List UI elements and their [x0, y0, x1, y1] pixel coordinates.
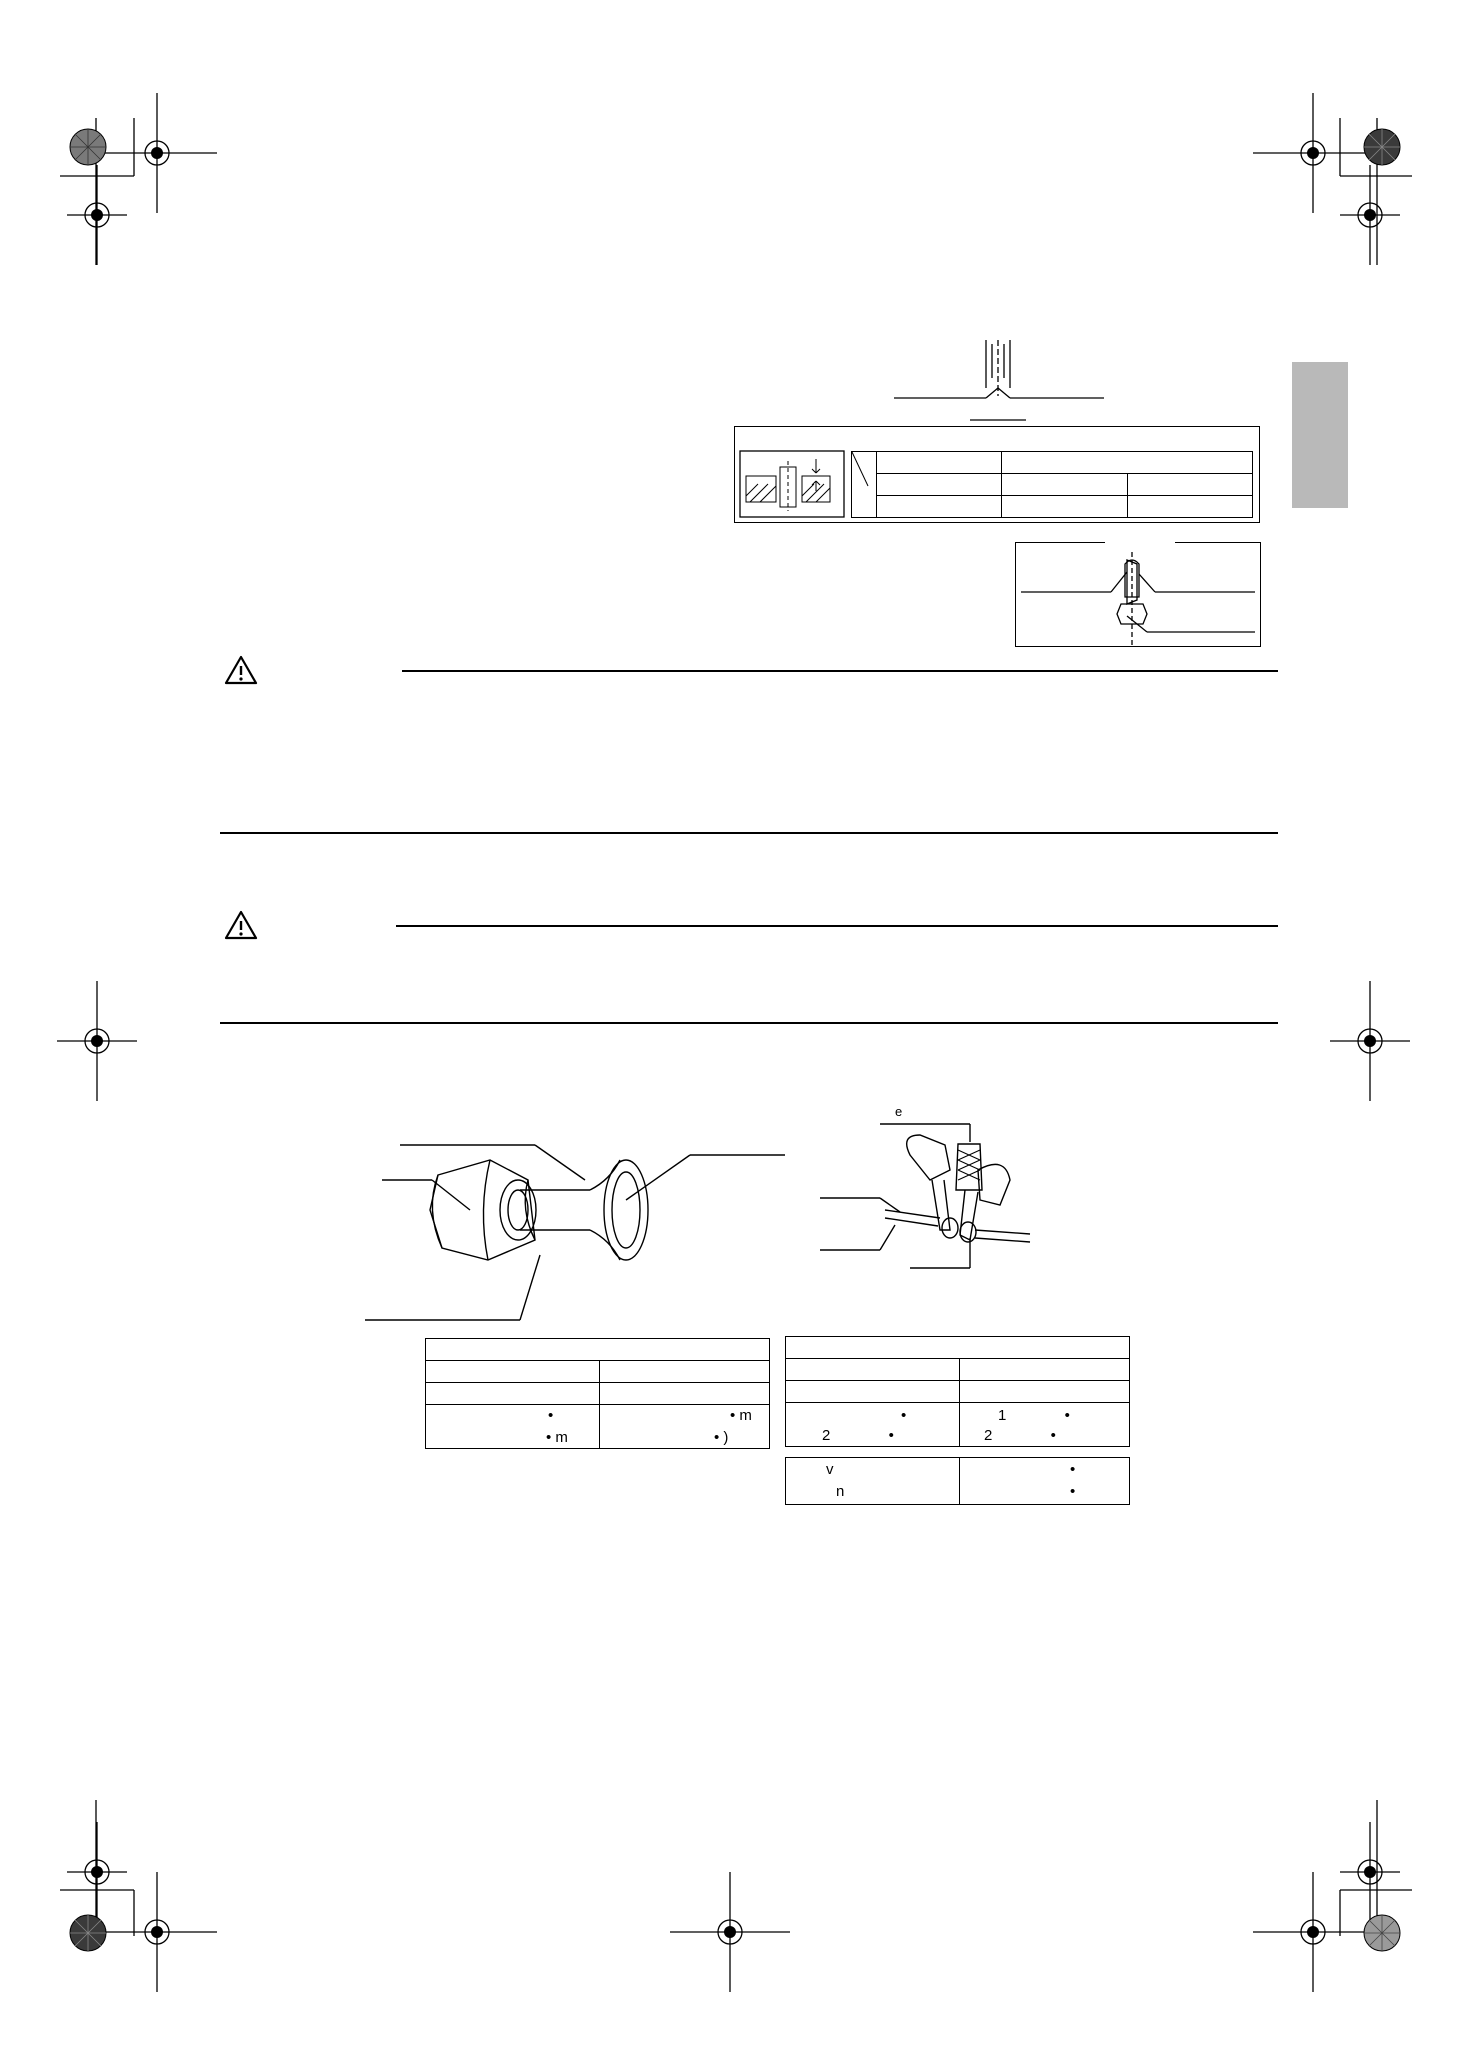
right-row4-col2-line1: •: [1070, 1461, 1076, 1478]
warning-rule-bottom: [220, 832, 1278, 834]
right-row3-col1-line1: •: [901, 1407, 907, 1424]
pipe-diagram: [884, 340, 1124, 420]
warning-rule-top: [402, 670, 1278, 672]
registration-mark-icon: [1340, 1842, 1400, 1902]
color-target-icon: [68, 1913, 108, 1953]
chapter-tab: [1292, 362, 1348, 508]
registration-mark-icon: [1340, 1011, 1400, 1071]
wrench-label-e: e: [895, 1104, 903, 1119]
registration-mark-icon: [1283, 123, 1343, 183]
registration-mark-icon: [700, 1902, 760, 1962]
left-row3-col1-line2: • m: [546, 1429, 568, 1446]
flare-dimension-table: [851, 451, 1253, 518]
color-target-icon: [1362, 127, 1402, 167]
warning-triangle-icon: [224, 655, 258, 685]
right-row4-col2-line2: •: [1070, 1483, 1076, 1500]
left-row3-col1-line1: •: [548, 1407, 554, 1424]
right-row3-col2-line2: 2 •: [984, 1427, 1056, 1444]
registration-mark-icon: [67, 1842, 127, 1902]
registration-mark-icon: [1283, 1902, 1343, 1962]
flare-tool-icon: [1015, 542, 1261, 647]
right-row4-col1-line2: n: [836, 1483, 845, 1500]
flare-section-icon: [740, 451, 844, 517]
registration-mark-icon: [67, 185, 127, 245]
right-row3-col2-line1: 1 •: [998, 1407, 1070, 1424]
registration-mark-icon: [1340, 185, 1400, 245]
right-row4-col1-line1: v: [826, 1461, 834, 1478]
wrench-hands-illustration: [820, 1100, 1080, 1280]
color-target-icon: [1362, 1913, 1402, 1953]
right-row3-col1-line2: 2 •: [822, 1427, 894, 1444]
warning-triangle-icon: [224, 910, 258, 940]
warning-rule-top: [396, 925, 1278, 927]
color-target-icon: [68, 127, 108, 167]
warning-rule-bottom: [220, 1022, 1278, 1024]
flare-nut-illustration: [370, 1140, 790, 1330]
table-diagonal: [852, 452, 868, 486]
left-row3-col2-line1: • m: [730, 1407, 752, 1424]
registration-mark-icon: [67, 1011, 127, 1071]
registration-mark-icon: [127, 123, 187, 183]
left-row3-col2-line2: • ): [714, 1429, 729, 1446]
registration-mark-icon: [127, 1902, 187, 1962]
